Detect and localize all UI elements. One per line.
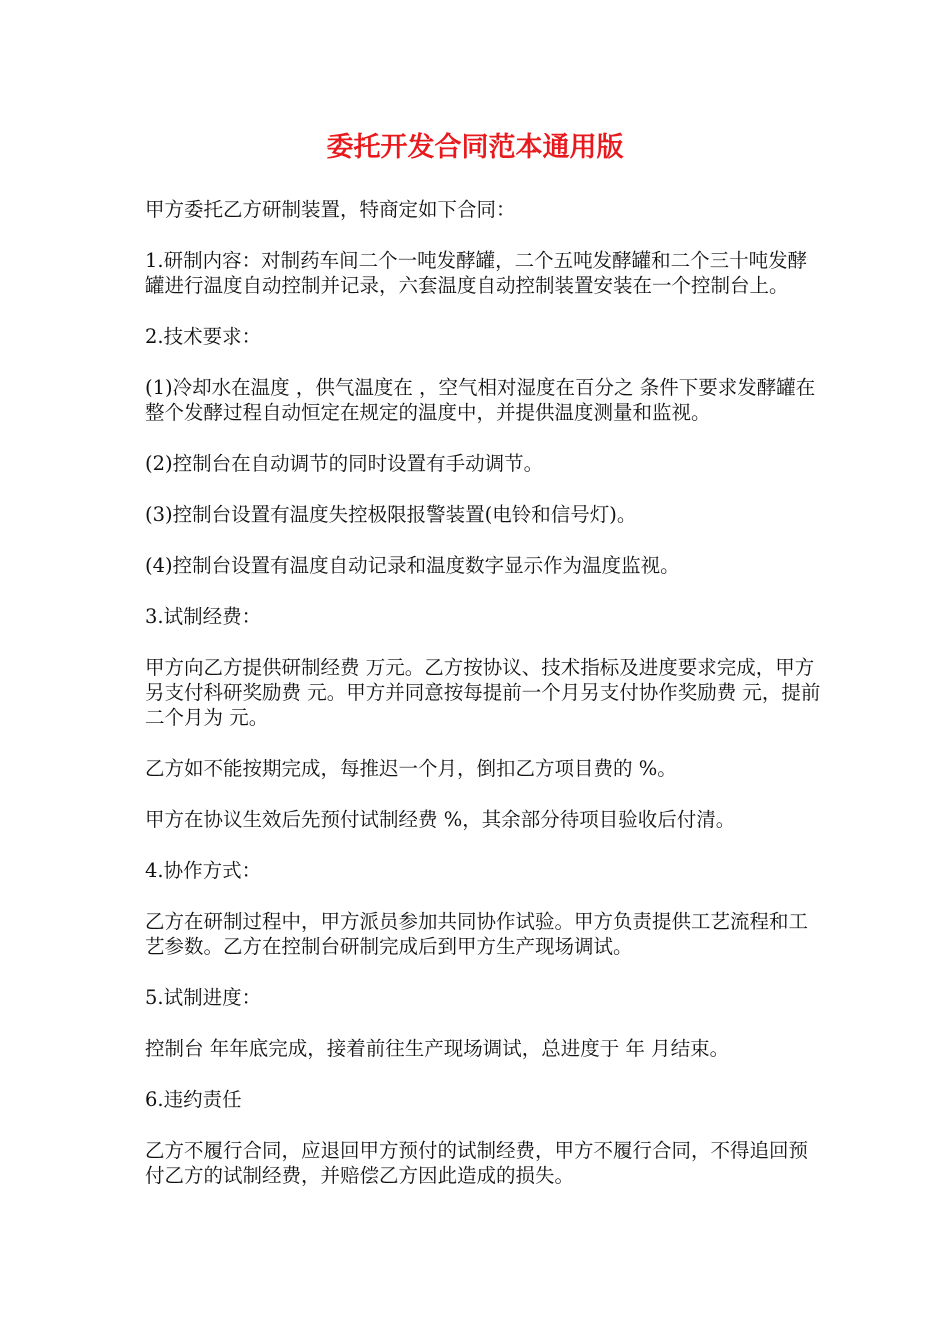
heading-liability: 6.违约责任 [145, 1088, 242, 1111]
document-title: 委托开发合同范本通用版 [326, 132, 624, 163]
paragraph-requirement-1: (1)冷却水在温度 ，供气温度在 ，空气相对湿度在百分之 条件下要求发酵罐在整个发酵过程自动恒定在规定的温度中，并提供温度测量和监视。 [145, 376, 816, 424]
paragraph-research-content: 1.研制内容：对制药车间二个一吨发酵罐，二个五吨发酵罐和二个三十吨发酵罐进行温度自动控制并记录，六套温度自动控制装置安装在一个控制台上。 [145, 249, 808, 297]
paragraph-requirement-3: (3)控制台设置有温度失控极限报警装置(电铃和信号灯)。 [145, 503, 637, 526]
paragraph-prepayment: 甲方在协议生效后先预付试制经费 %，其余部分待项目验收后付清。 [145, 808, 736, 831]
paragraph-delay-penalty: 乙方如不能按期完成，每推迟一个月，倒扣乙方项目费的 %。 [145, 757, 677, 780]
paragraph-cooperation-details: 乙方在研制过程中，甲方派员参加共同协作试验。甲方负责提供工艺流程和工艺参数。乙方在控制台研制完成后到甲方生产现场调试。 [145, 910, 809, 958]
heading-cooperation: 4.协作方式： [145, 859, 262, 882]
paragraph-requirement-4: (4)控制台设置有温度自动记录和温度数字显示作为温度监视。 [145, 554, 680, 577]
paragraph-schedule-details: 控制台 年年底完成，接着前往生产现场调试，总进度于 年 月结束。 [145, 1037, 730, 1060]
paragraph-funding-details: 甲方向乙方提供研制经费 万元。乙方按协议、技术指标及进度要求完成，甲方另支付科研奖励费 元。甲方并同意按每提前一个月另支付协作奖励费 元，提前二个月为 元。 [145, 656, 821, 729]
document-body [145, 197, 825, 1214]
paragraph-requirement-2: (2)控制台在自动调节的同时设置有手动调节。 [145, 452, 544, 475]
heading-trial-funding: 3.试制经费： [145, 605, 262, 628]
paragraph-intro: 甲方委托乙方研制装置，特商定如下合同： [145, 198, 516, 221]
heading-schedule: 5.试制进度： [145, 986, 262, 1009]
paragraph-liability-details: 乙方不履行合同，应退回甲方预付的试制经费，甲方不履行合同，不得追回预付乙方的试制经费，并赔偿乙方因此造成的损失。 [145, 1139, 809, 1187]
heading-technical-requirements: 2.技术要求： [145, 325, 262, 348]
